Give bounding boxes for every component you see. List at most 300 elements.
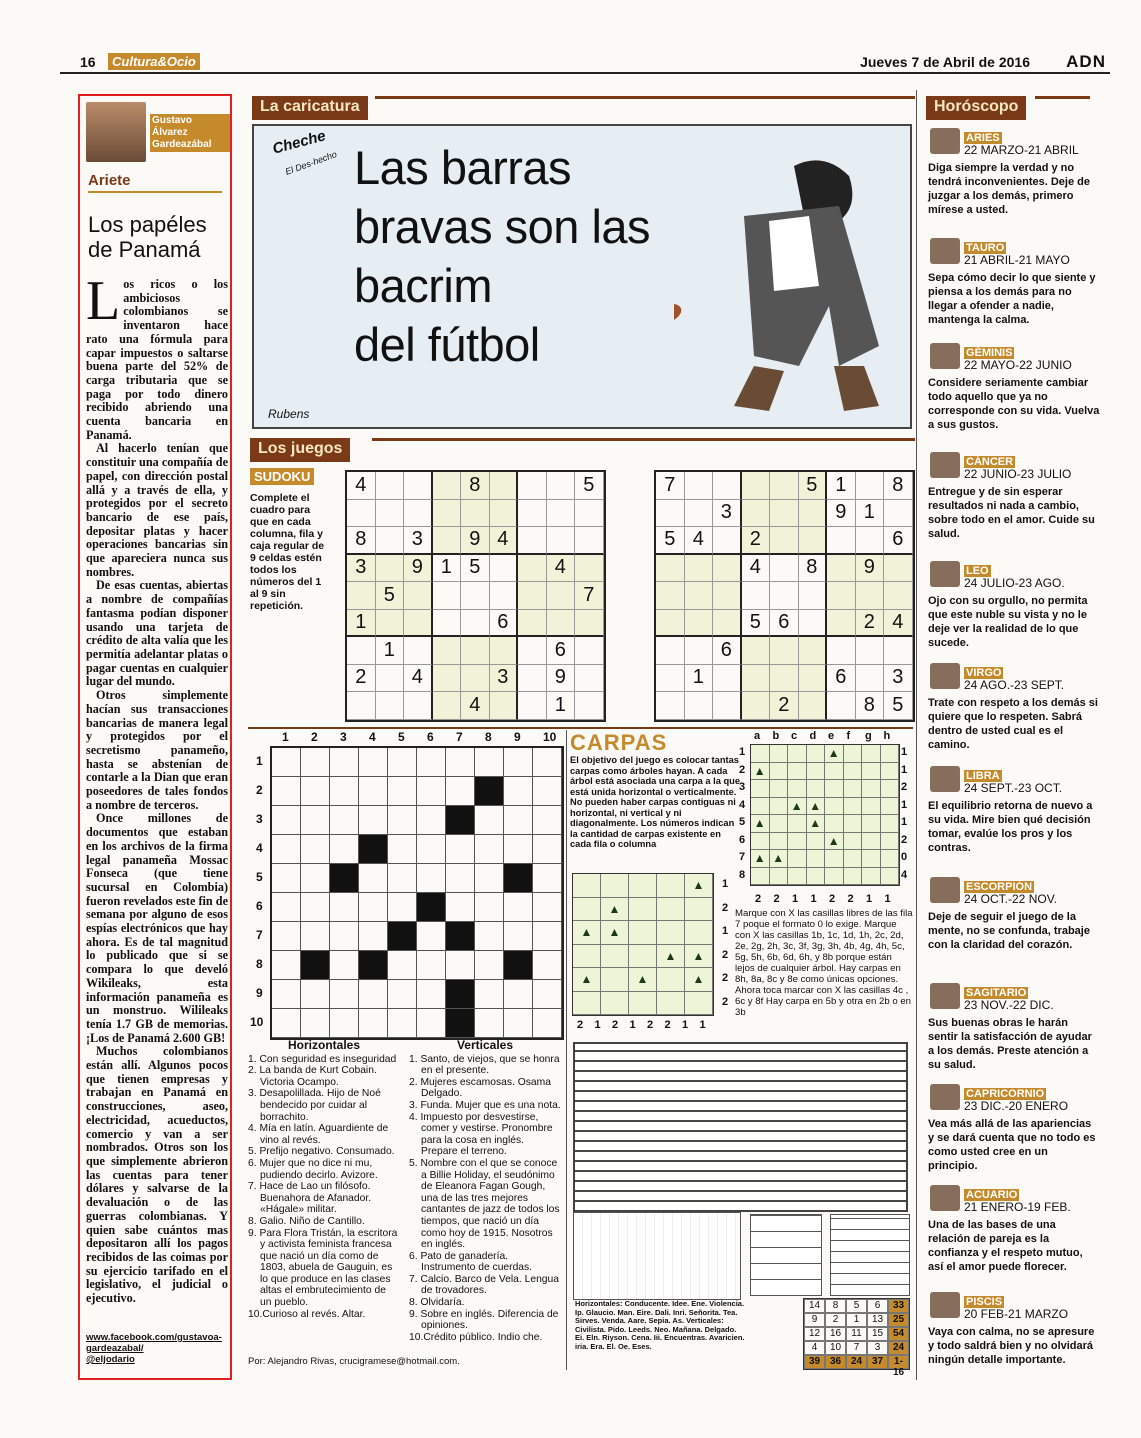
crossword-cell[interactable] — [446, 893, 475, 922]
sudoku-cell[interactable]: 4 — [685, 527, 714, 555]
carpas-cell[interactable] — [657, 968, 685, 992]
sudoku-cell[interactable]: 4 — [461, 692, 490, 720]
crossword-cell[interactable] — [330, 1009, 359, 1038]
crossword-cell[interactable] — [359, 980, 388, 1009]
crossword-cell[interactable] — [359, 777, 388, 806]
crossword-cell[interactable] — [533, 835, 562, 864]
carpas-cell[interactable] — [601, 968, 629, 992]
carpas-cell[interactable] — [629, 898, 657, 922]
carpas-cell[interactable] — [844, 780, 863, 798]
carpas-cell[interactable]: ▲ — [751, 815, 770, 833]
carpas-cell[interactable]: ▲ — [825, 745, 844, 763]
crossword-cell[interactable] — [504, 951, 533, 980]
carpas-cell[interactable] — [881, 763, 900, 781]
carpas-cell[interactable] — [862, 833, 881, 851]
crossword-cell[interactable] — [359, 951, 388, 980]
sudoku-cell[interactable] — [490, 500, 519, 528]
sudoku-cell[interactable] — [433, 500, 462, 528]
sudoku-cell[interactable] — [827, 692, 856, 720]
carpas-cell[interactable] — [844, 798, 863, 816]
carpas-cell[interactable] — [881, 850, 900, 868]
crossword-cell[interactable] — [446, 980, 475, 1009]
sudoku-cell[interactable]: 7 — [575, 582, 604, 610]
sudoku-cell[interactable] — [685, 582, 714, 610]
sudoku-cell[interactable]: 8 — [856, 692, 885, 720]
carpas-cell[interactable] — [862, 763, 881, 781]
crossword-cell[interactable] — [446, 835, 475, 864]
sudoku-cell[interactable] — [518, 527, 547, 555]
crossword-cell[interactable] — [388, 922, 417, 951]
sudoku-cell[interactable] — [656, 500, 685, 528]
sudoku-cell[interactable] — [518, 610, 547, 638]
crossword-cell[interactable] — [388, 835, 417, 864]
crossword-cell[interactable] — [301, 893, 330, 922]
sudoku-cell[interactable]: 5 — [575, 472, 604, 500]
carpas-cell[interactable] — [601, 992, 629, 1016]
carpas-cell[interactable] — [844, 868, 863, 886]
sudoku-cell[interactable] — [433, 472, 462, 500]
sudoku-cell[interactable] — [656, 692, 685, 720]
sudoku-cell[interactable] — [461, 665, 490, 693]
sudoku-cell[interactable] — [856, 472, 885, 500]
sudoku-cell[interactable] — [685, 610, 714, 638]
sudoku-cell[interactable] — [856, 527, 885, 555]
sudoku-cell[interactable] — [827, 582, 856, 610]
sudoku-cell[interactable] — [685, 500, 714, 528]
crossword-cell[interactable] — [533, 748, 562, 777]
carpas-cell[interactable] — [788, 850, 807, 868]
sudoku-cell[interactable]: 6 — [884, 527, 913, 555]
sudoku-cell[interactable]: 2 — [856, 610, 885, 638]
carpas-cell[interactable] — [825, 868, 844, 886]
crossword-cell[interactable] — [330, 835, 359, 864]
carpas-cell[interactable]: ▲ — [807, 815, 826, 833]
sudoku-cell[interactable] — [376, 555, 405, 583]
carpas-cell[interactable]: ▲ — [629, 968, 657, 992]
crossword-cell[interactable] — [388, 980, 417, 1009]
carpas-cell[interactable]: ▲ — [601, 898, 629, 922]
carpas-cell[interactable] — [770, 798, 789, 816]
carpas-cell[interactable] — [685, 992, 713, 1016]
crossword-cell[interactable] — [301, 864, 330, 893]
carpas-cell[interactable]: ▲ — [770, 850, 789, 868]
sudoku-cell[interactable]: 9 — [461, 527, 490, 555]
crossword-cell[interactable] — [475, 806, 504, 835]
crossword-cell[interactable] — [272, 951, 301, 980]
crossword-cell[interactable] — [533, 893, 562, 922]
sudoku-cell[interactable]: 9 — [827, 500, 856, 528]
crossword-cell[interactable] — [272, 806, 301, 835]
sudoku-cell[interactable]: 6 — [713, 637, 742, 665]
carpas-cell[interactable] — [807, 763, 826, 781]
carpas-cell[interactable] — [788, 833, 807, 851]
crossword-cell[interactable] — [272, 922, 301, 951]
carpas-cell[interactable] — [685, 898, 713, 922]
crossword-cell[interactable] — [446, 806, 475, 835]
sudoku-cell[interactable]: 3 — [404, 527, 433, 555]
sudoku-cell[interactable] — [884, 637, 913, 665]
crossword-cell[interactable] — [301, 1009, 330, 1038]
crossword-cell[interactable] — [388, 1009, 417, 1038]
crossword-cell[interactable] — [417, 835, 446, 864]
carpas-cell[interactable] — [862, 868, 881, 886]
sudoku-cell[interactable] — [490, 692, 519, 720]
sudoku-cell[interactable] — [799, 692, 828, 720]
crossword-cell[interactable] — [359, 922, 388, 951]
crossword-cell[interactable] — [330, 980, 359, 1009]
sudoku-cell[interactable] — [461, 610, 490, 638]
sudoku-cell[interactable] — [685, 692, 714, 720]
sudoku-cell[interactable] — [827, 527, 856, 555]
crossword-cell[interactable] — [446, 777, 475, 806]
sudoku-cell[interactable] — [770, 665, 799, 693]
sudoku-cell[interactable]: 2 — [347, 665, 376, 693]
sudoku-cell[interactable]: 5 — [376, 582, 405, 610]
carpas-cell[interactable]: ▲ — [685, 945, 713, 969]
sudoku-cell[interactable]: 4 — [490, 527, 519, 555]
sudoku-cell[interactable] — [490, 472, 519, 500]
carpas-cell[interactable] — [881, 868, 900, 886]
sudoku-cell[interactable] — [433, 582, 462, 610]
crossword-cell[interactable] — [417, 748, 446, 777]
facebook-link[interactable]: www.facebook.com/gustavoa- — [86, 1332, 222, 1343]
sudoku-cell[interactable]: 6 — [547, 637, 576, 665]
sudoku-cell[interactable] — [827, 637, 856, 665]
crossword-cell[interactable] — [301, 835, 330, 864]
sudoku-cell[interactable] — [884, 582, 913, 610]
sudoku-cell[interactable] — [433, 610, 462, 638]
sudoku-cell[interactable] — [575, 665, 604, 693]
sudoku-cell[interactable] — [433, 527, 462, 555]
sudoku-cell[interactable]: 9 — [547, 665, 576, 693]
carpas-cell[interactable] — [881, 815, 900, 833]
sudoku-cell[interactable] — [713, 582, 742, 610]
carpas-cell[interactable] — [770, 815, 789, 833]
sudoku-cell[interactable] — [547, 527, 576, 555]
carpas-cell[interactable] — [657, 992, 685, 1016]
carpas-cell[interactable] — [573, 992, 601, 1016]
carpas-cell[interactable] — [788, 763, 807, 781]
crossword-cell[interactable] — [330, 806, 359, 835]
crossword-cell[interactable] — [533, 864, 562, 893]
crossword-cell[interactable] — [272, 777, 301, 806]
sudoku-cell[interactable] — [347, 692, 376, 720]
carpas-cell[interactable] — [573, 898, 601, 922]
sudoku-cell[interactable] — [490, 582, 519, 610]
carpas-cell[interactable] — [825, 763, 844, 781]
carpas-cell[interactable] — [807, 833, 826, 851]
crossword-cell[interactable] — [475, 748, 504, 777]
sudoku-cell[interactable]: 4 — [547, 555, 576, 583]
crossword-cell[interactable] — [417, 806, 446, 835]
crossword-cell[interactable] — [475, 1009, 504, 1038]
crossword-cell[interactable] — [446, 1009, 475, 1038]
crossword-cell[interactable] — [388, 777, 417, 806]
carpas-cell[interactable] — [788, 780, 807, 798]
sudoku-cell[interactable] — [404, 610, 433, 638]
crossword-cell[interactable] — [504, 864, 533, 893]
carpas-cell[interactable] — [601, 945, 629, 969]
sudoku-cell[interactable]: 6 — [490, 610, 519, 638]
sudoku-cell[interactable] — [347, 582, 376, 610]
sudoku-cell[interactable] — [799, 582, 828, 610]
sudoku-cell[interactable]: 1 — [376, 637, 405, 665]
crossword-cell[interactable] — [533, 980, 562, 1009]
carpas-cell[interactable]: ▲ — [825, 833, 844, 851]
crossword-cell[interactable] — [301, 980, 330, 1009]
carpas-cell[interactable] — [657, 874, 685, 898]
sudoku-cell[interactable]: 5 — [799, 472, 828, 500]
sudoku-cell[interactable] — [685, 555, 714, 583]
sudoku-cell[interactable] — [575, 500, 604, 528]
carpas-cell[interactable] — [751, 868, 770, 886]
sudoku-cell[interactable]: 1 — [547, 692, 576, 720]
crossword-cell[interactable] — [301, 806, 330, 835]
carpas-cell[interactable] — [881, 745, 900, 763]
crossword-cell[interactable] — [446, 951, 475, 980]
crossword-cell[interactable] — [417, 951, 446, 980]
crossword-cell[interactable] — [301, 748, 330, 777]
sudoku-cell[interactable] — [518, 665, 547, 693]
carpas-cell[interactable] — [862, 780, 881, 798]
sudoku-cell[interactable] — [856, 665, 885, 693]
sudoku-cell[interactable] — [575, 527, 604, 555]
crossword-cell[interactable] — [330, 777, 359, 806]
carpas-cell[interactable] — [751, 745, 770, 763]
sudoku-cell[interactable] — [404, 500, 433, 528]
crossword-cell[interactable] — [475, 893, 504, 922]
carpas-cell[interactable] — [807, 868, 826, 886]
sudoku-cell[interactable] — [713, 555, 742, 583]
sudoku-cell[interactable]: 5 — [461, 555, 490, 583]
crossword-cell[interactable] — [359, 864, 388, 893]
carpas-cell[interactable] — [770, 780, 789, 798]
carpas-cell[interactable] — [788, 815, 807, 833]
carpas-cell[interactable] — [770, 763, 789, 781]
crossword-cell[interactable] — [504, 806, 533, 835]
crossword-cell[interactable] — [388, 893, 417, 922]
sudoku-cell[interactable]: 8 — [347, 527, 376, 555]
sudoku-cell[interactable] — [518, 555, 547, 583]
sudoku-cell[interactable] — [575, 692, 604, 720]
crossword-cell[interactable] — [417, 864, 446, 893]
sudoku-cell[interactable] — [770, 555, 799, 583]
carpas-cell[interactable] — [751, 780, 770, 798]
sudoku-cell[interactable] — [770, 500, 799, 528]
sudoku-cell[interactable] — [856, 582, 885, 610]
crossword-cell[interactable] — [504, 777, 533, 806]
crossword-cell[interactable] — [388, 748, 417, 777]
sudoku-cell[interactable]: 8 — [461, 472, 490, 500]
crossword-cell[interactable] — [504, 748, 533, 777]
carpas-cell[interactable] — [881, 780, 900, 798]
crossword-cell[interactable] — [417, 980, 446, 1009]
sudoku-cell[interactable] — [656, 610, 685, 638]
sudoku-cell[interactable] — [547, 582, 576, 610]
sudoku-cell[interactable] — [518, 500, 547, 528]
sudoku-cell[interactable]: 4 — [884, 610, 913, 638]
carpas-cell[interactable]: ▲ — [685, 874, 713, 898]
crossword-cell[interactable] — [504, 980, 533, 1009]
carpas-cell[interactable]: ▲ — [573, 968, 601, 992]
sudoku-cell[interactable] — [742, 472, 771, 500]
sudoku-cell[interactable] — [547, 472, 576, 500]
sudoku-cell[interactable]: 5 — [656, 527, 685, 555]
sudoku-cell[interactable] — [433, 692, 462, 720]
sudoku-cell[interactable] — [799, 527, 828, 555]
crossword-cell[interactable] — [359, 748, 388, 777]
sudoku-cell[interactable] — [713, 610, 742, 638]
twitter-link[interactable]: @eljodario — [86, 1354, 135, 1365]
carpas-cell[interactable] — [685, 921, 713, 945]
sudoku-cell[interactable]: 6 — [770, 610, 799, 638]
sudoku-cell[interactable] — [518, 637, 547, 665]
crossword-cell[interactable] — [504, 1009, 533, 1038]
crossword-cell[interactable] — [417, 777, 446, 806]
crossword-cell[interactable] — [475, 980, 504, 1009]
carpas-cell[interactable] — [629, 945, 657, 969]
crossword-cell[interactable] — [330, 864, 359, 893]
sudoku-cell[interactable] — [461, 637, 490, 665]
sudoku-cell[interactable]: 4 — [404, 665, 433, 693]
sudoku-cell[interactable] — [376, 692, 405, 720]
sudoku-cell[interactable] — [884, 500, 913, 528]
sudoku-cell[interactable] — [713, 472, 742, 500]
sudoku-cell[interactable] — [404, 637, 433, 665]
sudoku-cell[interactable] — [347, 637, 376, 665]
sudoku-cell[interactable] — [742, 637, 771, 665]
sudoku-cell[interactable] — [742, 582, 771, 610]
sudoku-cell[interactable] — [575, 555, 604, 583]
crossword-cell[interactable] — [446, 748, 475, 777]
carpas-cell[interactable] — [844, 763, 863, 781]
sudoku-cell[interactable]: 1 — [856, 500, 885, 528]
sudoku-cell[interactable] — [884, 555, 913, 583]
crossword-cell[interactable] — [417, 1009, 446, 1038]
carpas-cell[interactable] — [788, 745, 807, 763]
sudoku-cell[interactable]: 6 — [827, 665, 856, 693]
sudoku-cell[interactable] — [799, 610, 828, 638]
crossword-cell[interactable] — [301, 777, 330, 806]
sudoku-cell[interactable] — [827, 555, 856, 583]
sudoku-cell[interactable] — [376, 500, 405, 528]
crossword-cell[interactable] — [388, 806, 417, 835]
sudoku-cell[interactable] — [575, 610, 604, 638]
sudoku-cell[interactable] — [547, 500, 576, 528]
sudoku-cell[interactable] — [347, 500, 376, 528]
carpas-cell[interactable]: ▲ — [751, 850, 770, 868]
crossword-cell[interactable] — [446, 864, 475, 893]
carpas-cell[interactable] — [657, 898, 685, 922]
sudoku-cell[interactable]: 1 — [827, 472, 856, 500]
sudoku-cell[interactable] — [713, 692, 742, 720]
crossword-cell[interactable] — [272, 893, 301, 922]
sudoku-cell[interactable] — [376, 527, 405, 555]
sudoku-cell[interactable] — [685, 472, 714, 500]
sudoku-cell[interactable]: 4 — [742, 555, 771, 583]
carpas-cell[interactable]: ▲ — [807, 798, 826, 816]
crossword-cell[interactable] — [533, 806, 562, 835]
carpas-cell[interactable] — [862, 850, 881, 868]
crossword-cell[interactable] — [533, 922, 562, 951]
sudoku-cell[interactable]: 5 — [742, 610, 771, 638]
sudoku-cell[interactable]: 8 — [884, 472, 913, 500]
sudoku-cell[interactable] — [376, 665, 405, 693]
sudoku-cell[interactable]: 5 — [884, 692, 913, 720]
sudoku-cell[interactable] — [770, 582, 799, 610]
carpas-cell[interactable] — [844, 833, 863, 851]
carpas-cell[interactable] — [807, 745, 826, 763]
carpas-cell[interactable] — [629, 921, 657, 945]
sudoku-cell[interactable] — [799, 637, 828, 665]
crossword-cell[interactable] — [475, 922, 504, 951]
carpas-cell[interactable] — [862, 798, 881, 816]
sudoku-cell[interactable]: 3 — [347, 555, 376, 583]
carpas-cell[interactable]: ▲ — [685, 968, 713, 992]
crossword-cell[interactable] — [330, 748, 359, 777]
sudoku-cell[interactable] — [575, 637, 604, 665]
carpas-cell[interactable] — [629, 992, 657, 1016]
crossword-cell[interactable] — [533, 777, 562, 806]
crossword-cell[interactable] — [359, 806, 388, 835]
sudoku-cell[interactable] — [547, 610, 576, 638]
crossword-cell[interactable] — [359, 835, 388, 864]
crossword-cell[interactable] — [301, 922, 330, 951]
sudoku-cell[interactable]: 1 — [347, 610, 376, 638]
carpas-cell[interactable] — [825, 815, 844, 833]
crossword-cell[interactable] — [330, 922, 359, 951]
sudoku-cell[interactable]: 4 — [347, 472, 376, 500]
crossword-cell[interactable] — [388, 951, 417, 980]
carpas-cell[interactable]: ▲ — [751, 763, 770, 781]
sudoku-cell[interactable] — [685, 637, 714, 665]
sudoku-cell[interactable] — [742, 500, 771, 528]
carpas-cell[interactable] — [844, 815, 863, 833]
sudoku-cell[interactable] — [461, 500, 490, 528]
crossword-cell[interactable] — [504, 922, 533, 951]
crossword-cell[interactable] — [446, 922, 475, 951]
sudoku-cell[interactable]: 8 — [799, 555, 828, 583]
carpas-cell[interactable] — [770, 833, 789, 851]
crossword-cell[interactable] — [301, 951, 330, 980]
sudoku-cell[interactable] — [490, 555, 519, 583]
carpas-cell[interactable] — [807, 850, 826, 868]
carpas-cell[interactable] — [825, 780, 844, 798]
carpas-cell[interactable]: ▲ — [601, 921, 629, 945]
sudoku-cell[interactable]: 2 — [770, 692, 799, 720]
carpas-cell[interactable] — [844, 850, 863, 868]
carpas-cell[interactable] — [788, 868, 807, 886]
crossword-cell[interactable] — [475, 777, 504, 806]
sudoku-cell[interactable]: 1 — [685, 665, 714, 693]
crossword-cell[interactable] — [272, 835, 301, 864]
sudoku-cell[interactable] — [656, 665, 685, 693]
crossword-cell[interactable] — [330, 893, 359, 922]
sudoku-cell[interactable]: 9 — [404, 555, 433, 583]
carpas-cell[interactable] — [601, 874, 629, 898]
sudoku-cell[interactable] — [376, 472, 405, 500]
facebook-link-cont[interactable]: gardeazabal/ — [86, 1343, 144, 1354]
sudoku-cell[interactable] — [770, 472, 799, 500]
sudoku-cell[interactable]: 9 — [856, 555, 885, 583]
carpas-cell[interactable] — [657, 921, 685, 945]
carpas-cell[interactable] — [751, 798, 770, 816]
crossword-cell[interactable] — [504, 893, 533, 922]
sudoku-cell[interactable]: 1 — [433, 555, 462, 583]
crossword-cell[interactable] — [272, 864, 301, 893]
sudoku-cell[interactable] — [656, 637, 685, 665]
carpas-cell[interactable] — [770, 745, 789, 763]
